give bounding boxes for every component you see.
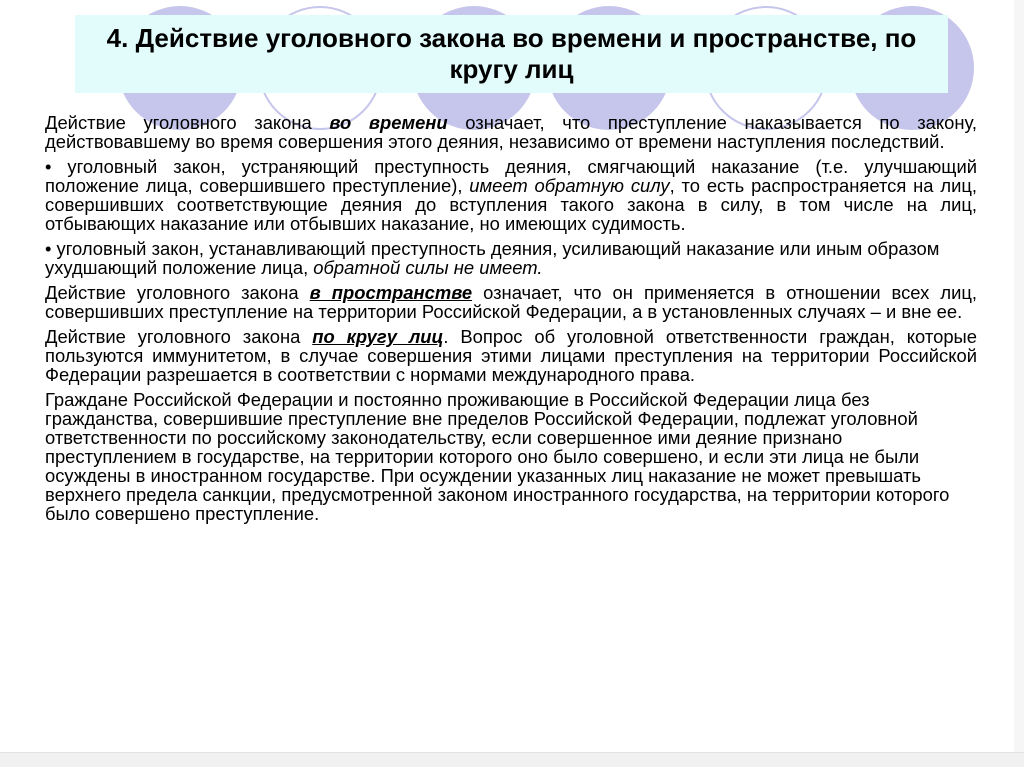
paragraph-text: Действие уголовного закона (45, 112, 330, 133)
emphasis-in-space: в пространстве (309, 282, 473, 303)
paragraph-text: • уголовный закон, устанавливающий преступность деяния, усиливающий наказание или иным образом ухудшающий положение лица, (45, 238, 940, 278)
paragraph-time (45, 113, 977, 151)
slide-body (45, 113, 977, 529)
paragraph-text: • уголовный закон, устраняющий преступность деяния, смягчающий наказание (т.е. улучшающий положение лица, совершившего преступление), (45, 156, 977, 196)
paragraph-space (45, 283, 977, 321)
emphasis-in-time: во времени (329, 112, 448, 133)
emphasis-by-persons: по кругу лиц (312, 326, 444, 347)
slide-frame-bottom (0, 752, 1024, 767)
paragraph-text: , то есть распространяется на лиц, совершивших соответствующие деяния до вступления такого закона в силу, в том числе на лиц, отбывающих наказание или отбывших наказание, но имеющих судимость. (45, 175, 977, 234)
emphasis-retroactive: имеет обратную силу (469, 175, 670, 196)
paragraph-text: Действие уголовного закона (45, 326, 313, 347)
paragraph-citizens (45, 390, 977, 523)
slide-frame-right (1014, 0, 1024, 767)
paragraph-text: . Вопрос об уголовной ответственности граждан, которые пользуются иммунитетом, в случае совершения этими лицами преступления на территории Российской Федерации разрешается в соответствии с нормами международного права. (45, 326, 978, 385)
title-box (75, 15, 948, 93)
emphasis-not-retroactive: обратной силы не имеет. (313, 257, 543, 278)
slide-title: 4. Действие уголовного закона во времени и пространстве, по кругу лиц (106, 23, 917, 84)
paragraph-text: означает, что преступление наказывается по закону, действовавшему во время совершения этого деяния, независимо от времени наступления последствий. (45, 112, 977, 152)
paragraph-text: Граждане Российской Федерации и постоянно проживающие в Российской Федерации лица без гражданства, совершившие преступление вне пределов Российской Федерации, подлежат уголовной ответственности по российскому законодательству, если совершенное ими деяние признано преступлением в государстве, на территории которого оно было совершено, и если эти лица не были осуждены в иностранном государстве. При осуждении указанных лиц наказание не может превышать верхнего предела санкции, предусмотренной законом иностранного государства, на территории которого было совершено преступление. (45, 389, 950, 524)
paragraph-persons (45, 327, 977, 384)
paragraph-text: означает, что он применяется в отношении всех лиц, совершивших преступление на территории Российской Федерации, а в установленных случаях – и вне ее. (45, 282, 977, 322)
bullet-retroactive (45, 157, 977, 233)
paragraph-text: Действие уголовного закона (45, 282, 310, 303)
bullet-not-retroactive (45, 239, 977, 277)
